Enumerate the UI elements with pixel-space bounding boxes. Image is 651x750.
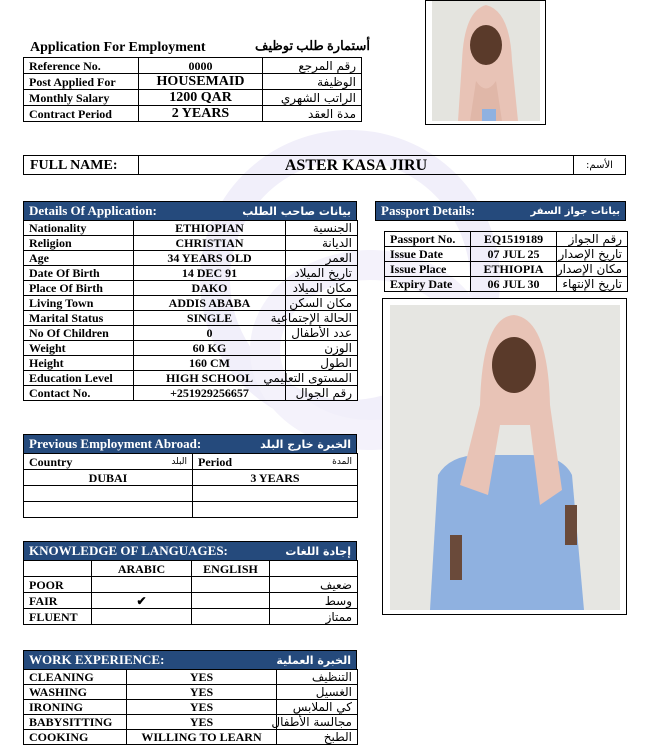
- skill-label-arabic: الغسيل: [277, 685, 358, 700]
- full-name-label-arabic: الأسم:: [573, 156, 625, 174]
- table-row: [24, 609, 358, 625]
- field-value: CHRISTIAN: [134, 236, 286, 251]
- field-value: ADDIS ABABA: [134, 296, 286, 311]
- table-row: [24, 700, 358, 715]
- skill-value: YES: [127, 685, 277, 700]
- languages-section-header: [23, 541, 357, 561]
- field-value: 0000: [139, 58, 263, 74]
- skill-label: WASHING: [24, 685, 127, 700]
- table-row: [24, 470, 358, 486]
- proficiency-label-arabic: ممتاز: [270, 609, 358, 625]
- passport-table: [384, 231, 628, 292]
- field-value: 06 JUL 30: [471, 277, 557, 292]
- field-label-arabic: الوظيفة: [263, 74, 362, 90]
- field-label-arabic: الديانة: [286, 236, 358, 251]
- field-value: 0: [134, 326, 286, 341]
- field-label: Religion: [24, 236, 134, 251]
- field-value: 1200 QAR: [139, 90, 263, 106]
- field-label: Monthly Salary: [24, 90, 139, 106]
- field-value: +251929256657: [134, 386, 286, 401]
- table-row: [24, 386, 358, 401]
- field-value: HIGH SCHOOL: [134, 371, 286, 386]
- field-label: Reference No.: [24, 58, 139, 74]
- table-row: [385, 232, 628, 247]
- details-title-arabic: بيانات صاحب الطلب: [242, 204, 351, 218]
- proficiency-label: POOR: [24, 577, 92, 593]
- passport-title-arabic: بيانات جواز السفر: [530, 205, 620, 217]
- full-name-row: [23, 155, 626, 175]
- proficiency-label: FAIR: [24, 593, 92, 609]
- period-header-arabic: المدة: [332, 456, 352, 467]
- table-row: [24, 236, 358, 251]
- field-label-arabic: الجنسية: [286, 221, 358, 236]
- field-label-arabic: الوزن: [286, 341, 358, 356]
- empty-cell: [193, 486, 358, 502]
- details-table: [23, 220, 358, 401]
- english-mark-cell: [192, 577, 270, 593]
- field-label-arabic: رقم المرجع: [263, 58, 362, 74]
- table-row: [24, 502, 358, 518]
- field-label: Nationality: [24, 221, 134, 236]
- skill-label-arabic: مجالسة الأطفال: [277, 715, 358, 730]
- field-label-arabic: مكان الميلاد: [286, 281, 358, 296]
- field-value: 07 JUL 25: [471, 247, 557, 262]
- table-header-row: [24, 454, 358, 470]
- table-row: [24, 685, 358, 700]
- table-header-row: [24, 561, 358, 577]
- table-row: [24, 281, 358, 296]
- field-label-arabic: تاريخ الميلاد: [286, 266, 358, 281]
- full-name-label: FULL NAME:: [24, 156, 139, 174]
- full-body-photo: [390, 305, 620, 610]
- skill-label: IRONING: [24, 700, 127, 715]
- passport-title: Passport Details:: [381, 203, 476, 218]
- skill-value: YES: [127, 670, 277, 685]
- table-row: [385, 247, 628, 262]
- passport-section-header: [375, 201, 626, 221]
- field-label-arabic: مكان الإصدار: [557, 262, 628, 277]
- table-row: [24, 593, 358, 609]
- field-value: 60 KG: [134, 341, 286, 356]
- work-experience-title-arabic: الخبرة العملية: [276, 653, 351, 667]
- field-label: No Of Children: [24, 326, 134, 341]
- field-label-arabic: عدد الأطفال: [286, 326, 358, 341]
- table-row: [24, 221, 358, 236]
- field-label-arabic: المستوى التعليمي: [286, 371, 358, 386]
- previous-employment-title: Previous Employment Abroad:: [29, 436, 202, 451]
- field-label-arabic: الراتب الشهري: [263, 90, 362, 106]
- field-label: Contact No.: [24, 386, 134, 401]
- field-label: Issue Place: [385, 262, 471, 277]
- arabic-mark-cell: [92, 577, 192, 593]
- skill-value: YES: [127, 715, 277, 730]
- field-value: SINGLE: [134, 311, 286, 326]
- table-row: [24, 371, 358, 386]
- english-column-header: ENGLISH: [192, 561, 270, 577]
- work-experience-title: WORK EXPERIENCE:: [29, 652, 165, 667]
- empty-cell: [270, 561, 358, 577]
- full-name-value: ASTER KASA JIRU: [284, 156, 428, 174]
- field-label-arabic: الحالة الإجتماعية: [286, 311, 358, 326]
- field-value: 160 CM: [134, 356, 286, 371]
- period-header-label: Period: [198, 454, 232, 469]
- field-value: 14 DEC 91: [134, 266, 286, 281]
- skill-label-arabic: كي الملابس: [277, 700, 358, 715]
- field-value: EQ1519189: [471, 232, 557, 247]
- table-row: [24, 341, 358, 356]
- field-label: Education Level: [24, 371, 134, 386]
- field-label-arabic: العمر: [286, 251, 358, 266]
- table-row: [24, 486, 358, 502]
- field-value: 2 YEARS: [139, 106, 263, 122]
- field-label: Age: [24, 251, 134, 266]
- field-label-arabic: مكان السكن: [286, 296, 358, 311]
- arabic-mark-cell: ✔: [92, 593, 192, 609]
- languages-table: [23, 560, 358, 625]
- period-column-header: [193, 454, 358, 470]
- work-experience-header: [23, 650, 357, 670]
- table-row: [24, 90, 362, 106]
- arabic-mark-cell: [92, 609, 192, 625]
- country-cell: DUBAI: [24, 470, 193, 486]
- table-row: [24, 266, 358, 281]
- table-row: [385, 277, 628, 292]
- field-label-arabic: رقم الجوال: [286, 386, 358, 401]
- empty-cell: [24, 561, 92, 577]
- empty-cell: [24, 486, 193, 502]
- table-row: [24, 296, 358, 311]
- field-label: Place Of Birth: [24, 281, 134, 296]
- country-header-label: Country: [29, 454, 73, 469]
- field-label: Living Town: [24, 296, 134, 311]
- arabic-column-header: ARABIC: [92, 561, 192, 577]
- field-label: Marital Status: [24, 311, 134, 326]
- field-value: 34 YEARS OLD: [134, 251, 286, 266]
- table-row: [24, 730, 358, 745]
- field-label: Weight: [24, 341, 134, 356]
- table-row: [24, 106, 362, 122]
- proficiency-label: FLUENT: [24, 609, 92, 625]
- table-row: [24, 74, 362, 90]
- application-summary-table: [23, 57, 362, 122]
- work-experience-table: [23, 669, 358, 745]
- field-label-arabic: مدة العقد: [263, 106, 362, 122]
- field-value: ETHIOPIAN: [134, 221, 286, 236]
- table-row: [385, 262, 628, 277]
- field-label: Issue Date: [385, 247, 471, 262]
- proficiency-label-arabic: وسط: [270, 593, 358, 609]
- headshot-photo-frame: [425, 0, 546, 125]
- field-label-arabic: رقم الجواز: [557, 232, 628, 247]
- previous-employment-table: [23, 453, 358, 518]
- field-value: HOUSEMAID: [139, 74, 263, 90]
- proficiency-label-arabic: ضعيف: [270, 577, 358, 593]
- full-body-photo-frame: [382, 298, 627, 615]
- field-label: Post Applied For: [24, 74, 139, 90]
- details-section-header: [23, 201, 357, 221]
- field-label-arabic: تاريخ الإنتهاء: [557, 277, 628, 292]
- country-header-arabic: البلد: [171, 456, 187, 467]
- field-label: Passport No.: [385, 232, 471, 247]
- field-label: Date Of Birth: [24, 266, 134, 281]
- languages-title: KNOWLEDGE OF LANGUAGES:: [29, 543, 228, 558]
- skill-label: COOKING: [24, 730, 127, 745]
- previous-employment-header: [23, 434, 357, 454]
- period-cell: 3 YEARS: [193, 470, 358, 486]
- form-title-arabic: أستمارة طلب توظيف: [255, 38, 370, 53]
- table-row: [24, 326, 358, 341]
- table-row: [24, 670, 358, 685]
- table-row: [24, 251, 358, 266]
- field-value: DAKO: [134, 281, 286, 296]
- table-row: [24, 715, 358, 730]
- languages-title-arabic: إجادة اللغات: [285, 544, 351, 558]
- english-mark-cell: [192, 609, 270, 625]
- english-mark-cell: [192, 593, 270, 609]
- skill-label-arabic: الطبخ: [277, 730, 358, 745]
- field-label-arabic: تاريخ الإصدار: [557, 247, 628, 262]
- field-label: Contract Period: [24, 106, 139, 122]
- skill-label: BABYSITTING: [24, 715, 127, 730]
- skill-label: CLEANING: [24, 670, 127, 685]
- field-label: Expiry Date: [385, 277, 471, 292]
- field-label: Height: [24, 356, 134, 371]
- details-title: Details Of Application:: [29, 203, 157, 218]
- skill-value: WILLING TO LEARN: [127, 730, 277, 745]
- empty-cell: [193, 502, 358, 518]
- table-row: [24, 58, 362, 74]
- field-label-arabic: الطول: [286, 356, 358, 371]
- empty-cell: [24, 502, 193, 518]
- table-row: [24, 311, 358, 326]
- form-title: Application For Employment: [30, 40, 206, 55]
- table-row: [24, 356, 358, 371]
- skill-value: YES: [127, 700, 277, 715]
- country-column-header: [24, 454, 193, 470]
- skill-label-arabic: التنظيف: [277, 670, 358, 685]
- headshot-photo: [432, 1, 540, 121]
- previous-employment-title-arabic: الخبرة خارج البلد: [260, 437, 351, 451]
- table-row: [24, 577, 358, 593]
- field-value: ETHIOPIA: [471, 262, 557, 277]
